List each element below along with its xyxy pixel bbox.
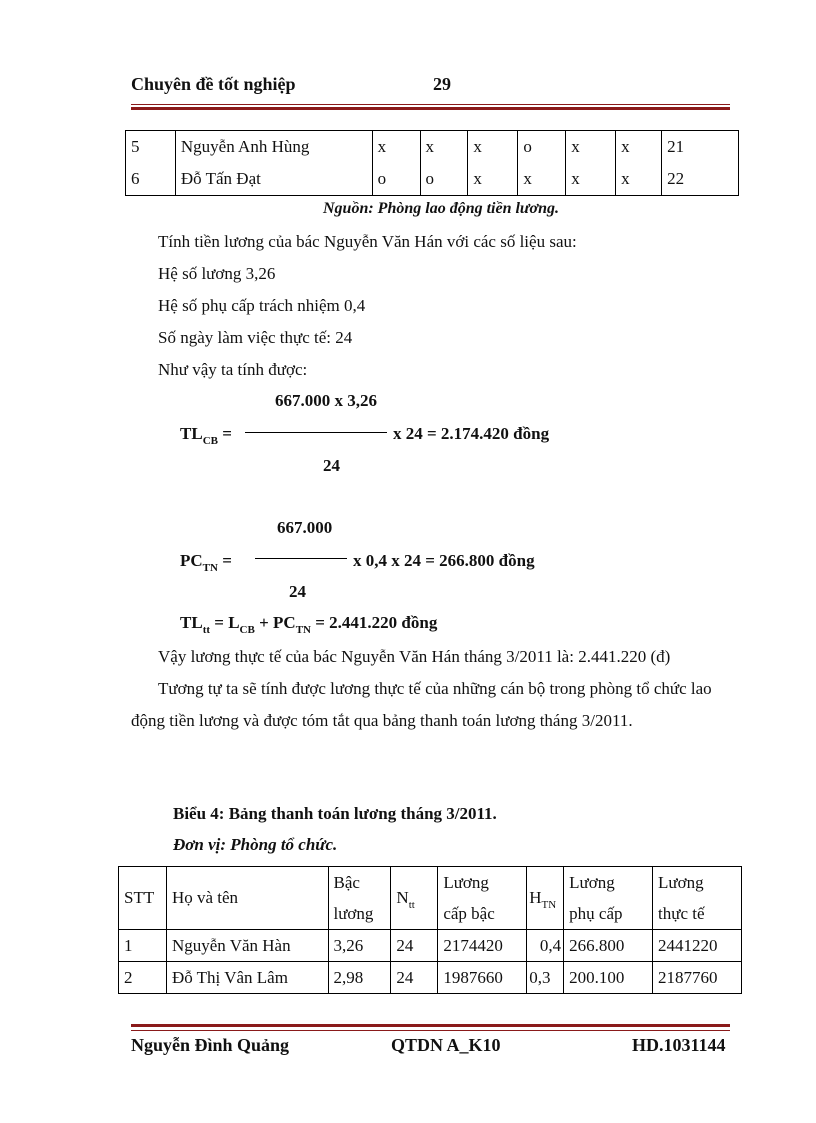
cell-allowance-coef: 0,4 [527,930,564,962]
intro-text: Tính tiền lương của bác Nguyễn Văn Hán với các số liệu sau: [158,232,577,251]
formula1-fraction-line [245,432,387,433]
cell-allowance-salary: 200.100 [564,962,653,994]
header-actual-salary: Lương thực tế [653,867,742,930]
cell-allowance-salary: 266.800 [564,930,653,962]
mark-cell: x [468,131,518,164]
cell-salary-grade: 3,26 [328,930,391,962]
payroll-table [118,866,742,994]
cell-name: Đỗ Thị Vân Lâm [166,962,328,994]
cell-base-salary: 1987660 [438,962,527,994]
header-allowance-salary: Lương phụ cấp [564,867,653,930]
mark-cell: o [372,163,420,196]
working-days: Số ngày làm việc thực tế: 24 [158,328,353,347]
mark-cell: x [420,131,468,164]
mark-cell: x [616,131,662,164]
mark-cell: x [372,131,420,164]
footer-rule-thick [131,1024,730,1027]
formula1-numerator: 667.000 x 3,26 [275,391,377,410]
thus-text: Như vậy ta tính được: [158,360,308,379]
header-allowance-coef: $H_{TN}$ [527,867,564,930]
footer-code: HD.1031144 [632,1035,726,1055]
total-days: 22 [662,163,739,196]
footer-class: QTDN A_K10 [391,1035,501,1055]
header-title: Chuyên đề tốt nghiệp [131,74,296,94]
cell-stt: 2 [119,962,167,994]
formula2-lhs: $PC_{TN}$ = [180,551,232,574]
formula1-denominator: 24 [323,456,340,475]
table-row [126,131,739,164]
table-row [119,930,742,962]
cell-actual-salary: 2441220 [653,930,742,962]
cell-name: Nguyễn Văn Hàn [166,930,328,962]
mark-cell: x [566,131,616,164]
salary-coefficient: Hệ số lương 3,26 [158,264,276,283]
formula2-numerator: 667.000 [277,518,333,537]
header-salary-grade: Bậc lương [328,867,391,930]
header-rule-thin [131,104,730,105]
cell-days: 24 [391,962,438,994]
table-header-row [119,867,742,930]
row-number: 5 [126,131,176,164]
table2-caption: Biểu 4: Bảng thanh toán lương tháng 3/2011. [173,804,497,823]
conclusion-line2: Tương tự ta sẽ tính được lương thực tế của những cán bộ trong phòng tổ chức lao [158,679,712,698]
cell-days: 24 [391,930,438,962]
conclusion-line1: Vậy lương thực tế của bác Nguyễn Văn Hán tháng 3/2011 là: 2.441.220 (đ) [158,647,671,666]
allowance-coefficient: Hệ số phụ cấp trách nhiệm 0,4 [158,296,366,315]
mark-cell: x [616,163,662,196]
total-days: 21 [662,131,739,164]
header-stt: STT [119,867,167,930]
cell-allowance-coef: 0,3 [527,962,564,994]
table2-unit: Đơn vị: Phòng tổ chức. [173,835,338,854]
formula1-result: x 24 = 2.174.420 đồng [393,424,550,443]
header-days: $N_{tt}$ [391,867,438,930]
page-number: 29 [433,74,451,94]
cell-base-salary: 2174420 [438,930,527,962]
table-row [126,163,739,196]
mark-cell: x [468,163,518,196]
footer-author: Nguyễn Đình Quảng [131,1035,290,1055]
formula3: $TL_{tt} = L_{CB} + PC_{TN} = 2.441.220$ đồng [180,613,438,636]
formula2-fraction-line [255,558,347,559]
row-number: 6 [126,163,176,196]
mark-cell: x [566,163,616,196]
cell-actual-salary: 2187760 [653,962,742,994]
conclusion-line3: động tiền lương và được tóm tắt qua bảng thanh toán lương tháng 3/2011. [131,711,633,730]
mark-cell: o [518,131,566,164]
cell-stt: 1 [119,930,167,962]
employee-name: Đỗ Tấn Đạt [175,163,372,196]
table-source: Nguồn: Phòng lao động tiền lương. [323,200,559,217]
header-name: Họ và tên [166,867,328,930]
header-base-salary: Lương cấp bậc [438,867,527,930]
formula1-lhs: $TL_{CB}$ = [180,424,232,447]
footer-rule-thin [131,1030,730,1031]
mark-cell: x [518,163,566,196]
mark-cell: o [420,163,468,196]
attendance-table [125,130,739,196]
cell-salary-grade: 2,98 [328,962,391,994]
formula2-denominator: 24 [289,582,306,601]
header-rule-thick [131,107,730,110]
formula2-result: x 0,4 x 24 = 266.800 đồng [353,551,535,570]
employee-name: Nguyễn Anh Hùng [175,131,372,164]
table-row [119,962,742,994]
